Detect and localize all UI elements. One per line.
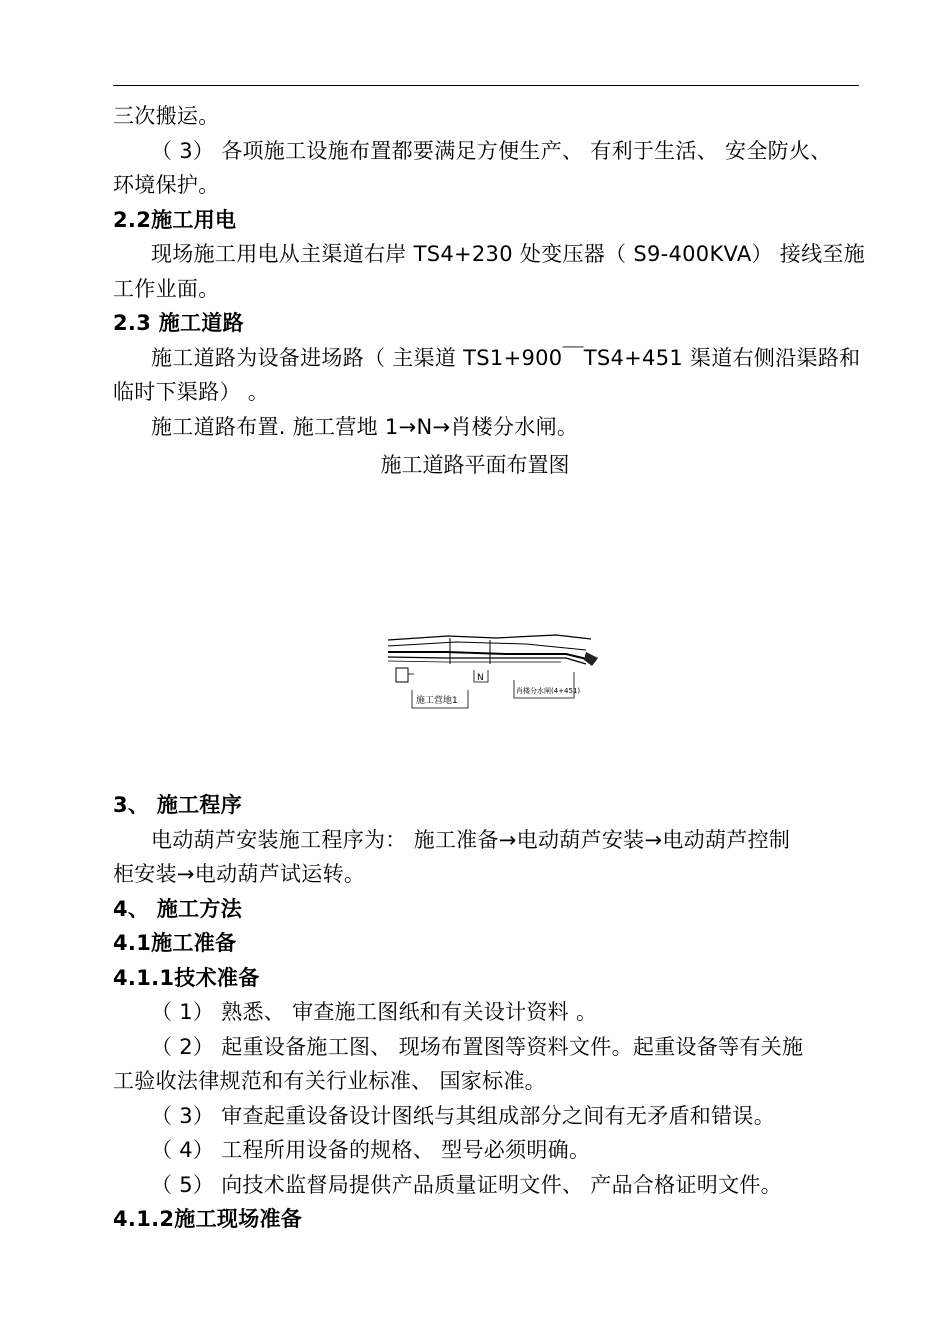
paragraph-line: 工验收法律规范和有关行业标准、 国家标准。 — [113, 1069, 546, 1093]
road-layout-figure — [386, 630, 618, 714]
paragraph-line: （ 1） 熟悉、 审查施工图纸和有关设计资料 。 — [151, 1000, 598, 1024]
paragraph-line: （ 3） 审查起重设备设计图纸与其组成部分之间有无矛盾和错误。 — [151, 1104, 776, 1128]
section-heading: 4.1.2施工现场准备 — [113, 1207, 303, 1231]
canal-line — [388, 661, 561, 662]
canal-line — [388, 657, 586, 664]
section-heading: 2.3 施工道路 — [113, 311, 244, 335]
figure-caption: 施工道路平面布置图 — [380, 453, 570, 477]
paragraph-line: 现场施工用电从主渠道右岸 TS4+230 处变压器（ S9-400KVA） 接线至施 — [151, 242, 866, 266]
road-line — [388, 642, 586, 650]
paragraph-line: 三次搬运。 — [113, 104, 220, 128]
section-heading: 4.1施工准备 — [113, 931, 237, 955]
paragraph-line: 柜安装→电动葫芦试运转。 — [113, 862, 366, 886]
paragraph-line: 施工道路为设备进场路（ 主渠道 TS1+900￣TS4+451 渠道右侧沿渠路和 — [151, 346, 861, 370]
paragraph-line: （ 4） 工程所用设备的规格、 型号必须明确。 — [151, 1138, 591, 1162]
gate-marker — [584, 652, 598, 666]
section-heading: 4、 施工方法 — [113, 897, 243, 921]
section-heading: 2.2施工用电 — [113, 208, 237, 232]
paragraph-line: 环境保护。 — [113, 173, 220, 197]
camp-label: 施工营地1 — [416, 696, 458, 706]
section-heading: 4.1.1技术准备 — [113, 966, 260, 990]
header-rule — [113, 85, 859, 86]
gate-label: 肖楼分水闸(4+451) — [516, 687, 581, 695]
paragraph-line: 临时下渠路） 。 — [113, 380, 270, 404]
paragraph-line: 电动葫芦安装施工程序为： 施工准备→电动葫芦安装→电动葫芦控制 — [151, 828, 791, 852]
paragraph-line: （ 5） 向技术监督局提供产品质量证明文件、 产品合格证明文件。 — [151, 1173, 782, 1197]
n-label: N — [477, 673, 484, 683]
section-heading: 3、 施工程序 — [113, 793, 243, 817]
camp-marker — [396, 668, 408, 682]
paragraph-line: 施工道路布置. 施工营地 1→N→肖楼分水闸。 — [151, 415, 579, 439]
paragraph-line: （ 2） 起重设备施工图、 现场布置图等资料文件。起重设备等有关施 — [151, 1035, 804, 1059]
road-line — [388, 635, 591, 640]
paragraph-line: 工作业面。 — [113, 277, 220, 301]
paragraph-line: （ 3） 各项施工设施布置都要满足方便生产、 有利于生活、 安全防火、 — [151, 139, 832, 163]
